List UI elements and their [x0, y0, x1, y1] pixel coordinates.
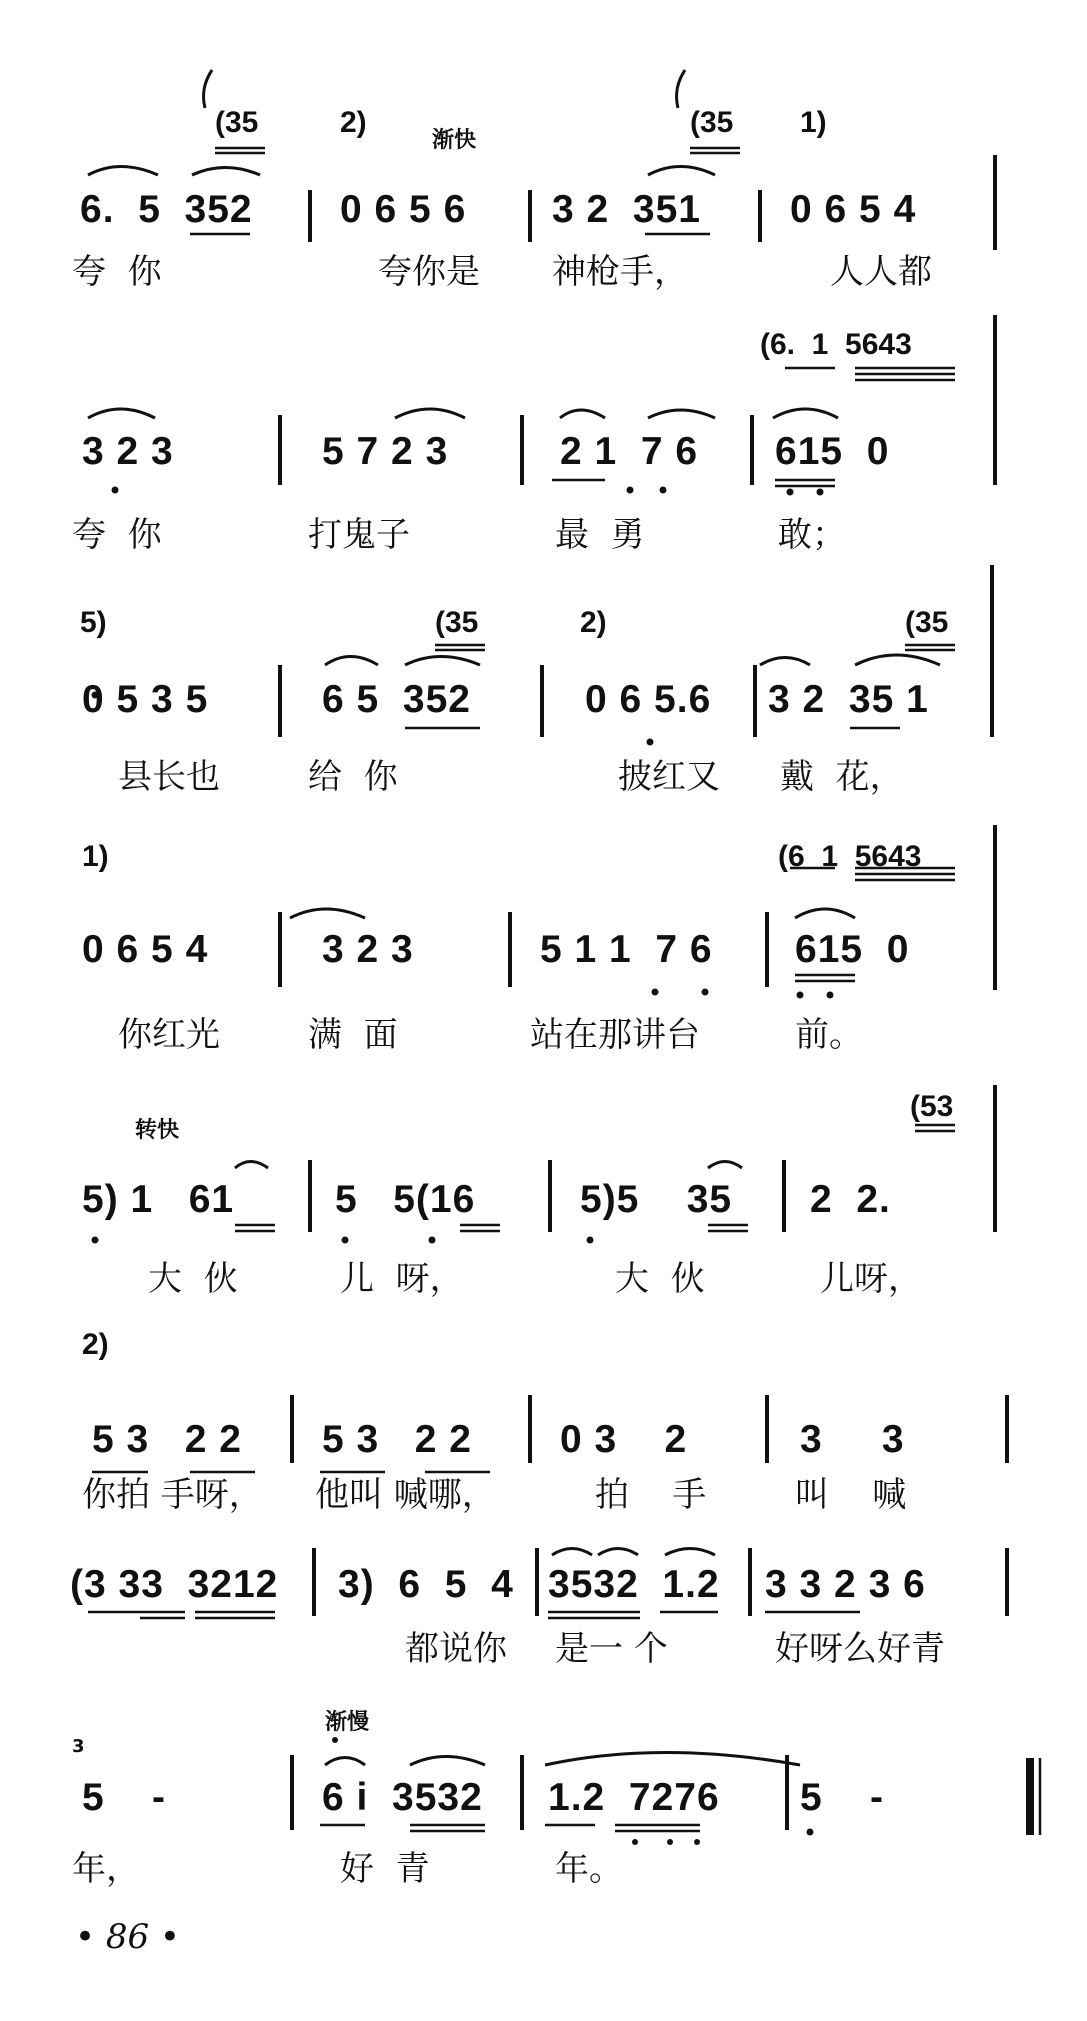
grace-notes: (35 — [215, 106, 259, 139]
measure-notes: (3 33 3212 — [70, 1563, 279, 1606]
lyric: 站在那讲台 — [530, 1015, 700, 1055]
lyric: 好呀么好青 — [775, 1629, 945, 1669]
grace-notes: 2) — [82, 1328, 109, 1361]
measure-notes: 6. 5 352 — [80, 188, 253, 231]
measure-notes: 3532 1.2 — [548, 1563, 720, 1606]
measure-notes: 0 6 5 6 — [340, 188, 467, 231]
barline — [290, 1755, 294, 1830]
slur — [773, 409, 838, 418]
lyric: 大 伙 — [148, 1259, 238, 1299]
barline — [993, 315, 997, 485]
slur — [325, 657, 378, 666]
tempo-mark: 转快 — [135, 1118, 180, 1143]
barline — [782, 1160, 786, 1232]
measure-notes: 0 6 5.6 — [585, 678, 712, 721]
barline — [785, 1755, 789, 1830]
measure-notes: 3 3 — [800, 1418, 905, 1461]
grace-notes: 5) — [80, 606, 107, 639]
barline — [1005, 1395, 1009, 1463]
barline — [308, 190, 312, 242]
measure-notes: 3 2 351 — [552, 188, 701, 231]
grace-notes: (6 1 5643 — [778, 840, 922, 873]
measure-notes: 1.2 7276 — [548, 1776, 720, 1819]
slur — [88, 409, 155, 418]
barline — [750, 415, 754, 485]
measure-notes: 5) 1 61 — [82, 1178, 235, 1221]
slur — [395, 409, 465, 418]
measure-notes: 5 3 2 2 — [92, 1418, 242, 1461]
measure-notes: 5 5(16 — [335, 1178, 476, 1221]
barline — [528, 1395, 532, 1463]
tempo-mark: 渐快 — [432, 128, 477, 153]
slur — [598, 1549, 638, 1556]
grace-notes: (35 — [690, 106, 734, 139]
slur — [405, 657, 480, 666]
slur — [552, 1549, 592, 1556]
barline — [520, 415, 524, 485]
lyric: 满 面 — [308, 1015, 398, 1055]
grace-notes: 1) — [800, 106, 827, 139]
slur — [290, 909, 365, 918]
measure-notes: 3 2 3 — [322, 928, 414, 971]
barline — [278, 912, 282, 987]
barline — [520, 1755, 524, 1830]
lyric: 好 青 — [340, 1849, 430, 1889]
lyric: 他叫 喊哪， — [315, 1475, 496, 1515]
barline — [540, 665, 544, 737]
barline — [1005, 1548, 1009, 1616]
lyric: 都说你 — [405, 1629, 507, 1669]
lyric: 打鬼子 — [308, 515, 410, 555]
barline — [535, 1548, 539, 1616]
lyric: 叫 喊 — [795, 1475, 907, 1515]
lyric: 年， — [72, 1849, 140, 1889]
slur — [410, 1757, 485, 1766]
lyric: 大 伙 — [615, 1259, 705, 1299]
measure-notes: 615 0 — [775, 430, 890, 473]
barline — [753, 665, 757, 737]
lyric: 夸你是 — [378, 252, 480, 292]
barline — [548, 1160, 552, 1232]
grace-notes: (53 — [910, 1090, 954, 1123]
measure-notes: 6 i 3532 — [322, 1776, 483, 1819]
measure-notes: 3 2 3 — [82, 430, 174, 473]
lyric: 最 勇 — [555, 515, 645, 555]
slur — [545, 1753, 800, 1766]
lyric: 夸 你 — [72, 515, 162, 555]
slur — [708, 1162, 742, 1169]
grace-notes: (35 — [905, 606, 949, 639]
barline — [278, 415, 282, 485]
lyric: 戴 花， — [780, 757, 904, 797]
slur — [88, 167, 158, 176]
grace-notes: (6. 1 5643 — [760, 328, 912, 361]
measure-notes: 2 2. — [810, 1178, 891, 1221]
measure-notes: 5 7 2 3 — [322, 430, 449, 473]
barline — [990, 565, 994, 737]
grace-notes: 2) — [580, 606, 607, 639]
lyric: 你拍 手呀， — [82, 1475, 263, 1515]
barline — [748, 1548, 752, 1616]
barline — [508, 912, 512, 987]
measure-notes: 615 0 — [795, 928, 910, 971]
lyric: 夸 你 — [72, 252, 162, 292]
lyric: 神枪手， — [552, 252, 688, 292]
grace-notes: (35 — [435, 606, 479, 639]
lyric: 敢； — [778, 515, 846, 555]
paren — [204, 70, 212, 108]
slur — [192, 168, 260, 176]
lyric: 人人都 — [830, 252, 932, 292]
measure-notes: 5)5 35 — [580, 1178, 733, 1221]
barline — [993, 1085, 997, 1232]
lyric: 儿 呀， — [340, 1259, 464, 1299]
lyric: 是一 个 — [555, 1629, 668, 1669]
measure-notes: 0 6 5 4 — [82, 928, 209, 971]
lyric: 披红又 — [618, 757, 720, 797]
slur — [325, 1758, 365, 1766]
measure-notes: 6 5 352 — [322, 678, 471, 721]
measure-notes: 2 1 7 6 — [560, 430, 699, 473]
page-number: • 86 • — [75, 1917, 180, 1957]
slur — [648, 167, 715, 176]
measure-notes: 0 3 2 — [560, 1418, 688, 1461]
lyric: 县长也 — [118, 757, 220, 797]
lyric: 前。 — [795, 1015, 863, 1055]
barline — [308, 1160, 312, 1232]
slur — [560, 410, 605, 418]
paren — [677, 70, 685, 108]
barline — [993, 825, 997, 990]
tempo-mark: 渐慢 — [325, 1710, 370, 1735]
lyric: 给 你 — [308, 757, 398, 797]
slur — [855, 655, 940, 665]
grace-notes: 1) — [82, 840, 109, 873]
lyric: 拍 手 — [595, 1475, 707, 1515]
lyric: 年。 — [555, 1849, 623, 1889]
lyric: 儿呀， — [820, 1259, 922, 1299]
barline — [312, 1548, 316, 1616]
measure-notes: 5 - — [82, 1776, 167, 1819]
measure-notes: 0 6 5 4 — [790, 188, 917, 231]
barline — [278, 665, 282, 737]
measure-notes: 3 3 2 3 6 — [765, 1563, 926, 1606]
barline — [765, 912, 769, 987]
measure-notes: 5 - — [800, 1776, 885, 1819]
slur — [235, 1162, 268, 1169]
slur — [648, 410, 715, 418]
barline — [765, 1395, 769, 1463]
lyric: 你红光 — [118, 1015, 220, 1055]
time-signature: 3 — [72, 1736, 85, 1757]
slur — [795, 909, 855, 918]
measure-notes: 0 5 3 5 — [82, 678, 209, 721]
barline — [528, 190, 532, 242]
measure-notes: 5 1 1 7 6 — [540, 928, 713, 971]
measure-notes: 3) 6 5 4 — [338, 1563, 514, 1606]
barline — [758, 190, 762, 242]
slur — [665, 1549, 715, 1556]
grace-notes: 2) — [340, 106, 367, 139]
barline — [993, 155, 997, 250]
measure-notes: 5 3 2 2 — [322, 1418, 472, 1461]
slur — [760, 658, 810, 666]
barline — [290, 1395, 294, 1463]
measure-notes: 3 2 35 1 — [768, 678, 929, 721]
